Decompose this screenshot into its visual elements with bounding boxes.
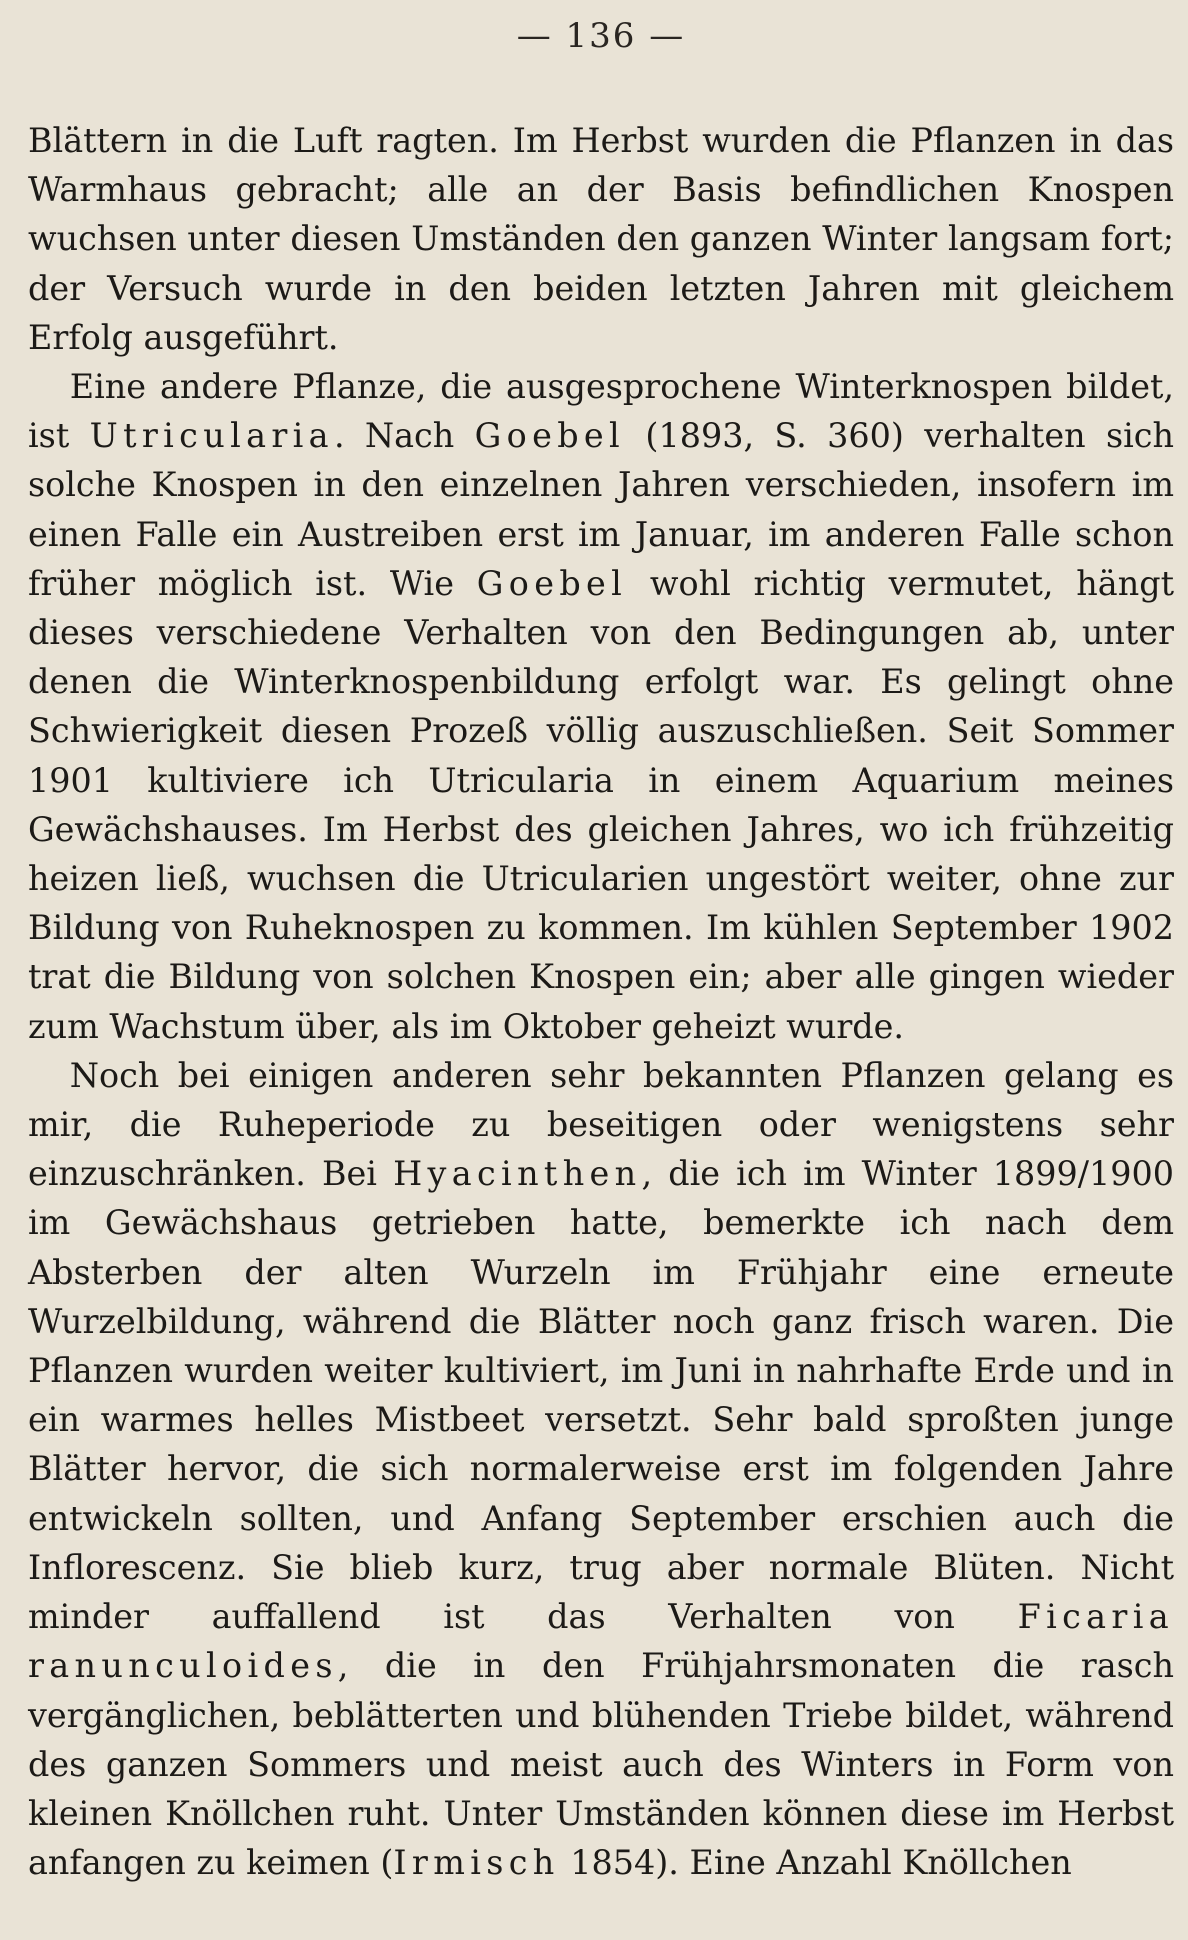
emphasized-name: Hyacinthen — [393, 1154, 642, 1194]
body-text — [28, 116, 1174, 1887]
text-segment: Noch bei einigen anderen sehr bekannten Pflanzen gelang es mir, die Ruheperiode zu beseitigen oder wenigstens sehr einzuschränken. Bei — [28, 1055, 1174, 1194]
text-segment: Eine andere Pflanze, die ausgesprochene Winterknospen bildet, ist — [28, 367, 1174, 456]
emphasized-name: Utricularia — [89, 416, 334, 456]
text-segment: (1893, S. 360) verhalten sich solche Knospen in den einzelnen Jahren verschieden, insofern im einen Falle ein Austreiben erst im Januar, im anderen Falle schon früher möglich ist. Wie — [28, 416, 1174, 603]
text-segment: 1854). Eine Anzahl Knöllchen — [559, 1843, 1072, 1883]
paragraph — [28, 362, 1174, 1051]
text-segment: , die in den Frühjahrsmonaten die rasch vergänglichen, beblätterten und blühenden Triebe bildet, während des ganzen Sommers und meist auch des Winters in Form von kleinen Knöllchen ruht. Unter Umständen können diese im Herbst anfangen zu keimen ( — [28, 1646, 1174, 1883]
text-segment: . Nach — [333, 416, 475, 456]
emphasized-name: Goebel — [474, 416, 626, 456]
text-segment: wohl richtig vermutet, hängt dieses verschiedene Verhalten von den Bedingungen ab, unter denen die Winterknospenbildung erfolgt war. Es gelingt ohne Schwierigkeit diesen Prozeß völlig auszuschließen. Seit Sommer 1901 kultiviere ich Utricularia in einem Aquarium meines Gewächshauses. Im Herbst des gleichen Jahres, wo ich frühzeitig heizen ließ, wuchsen die Utricularien ungestört weiter, ohne zur Bildung von Ruheknospen zu kommen. Im kühlen September 1902 trat die Bildung von solchen Knospen ein; aber alle gingen wieder zum Wachstum über, als im Oktober geheizt wurde. — [28, 563, 1174, 1046]
paragraph — [28, 1051, 1174, 1887]
text-segment: , die ich im Winter 1899/1900 im Gewächshaus getrieben hatte, bemerkte ich nach dem Absterben der alten Wurzeln im Frühjahr eine erneute Wurzelbildung, während die Blätter noch ganz frisch waren. Die Pflanzen wurden weiter kultiviert, im Juni in nahrhafte Erde und in ein warmes helles Mistbeet versetzt. Sehr bald sproßten junge Blätter hervor, die sich normalerweise erst im folgenden Jahre entwickeln sollten, und Anfang September erschien auch die Infloresсenz. Sie blieb kurz, trug aber normale Blüten. Nicht minder auffallend ist das Verhalten von — [28, 1154, 1175, 1637]
emphasized-name: Ficaria ranunculoides — [28, 1597, 1174, 1686]
emphasized-name: Irmisch — [393, 1843, 560, 1883]
page-number: — 136 — — [516, 16, 686, 56]
emphasized-name: Goebel — [476, 563, 628, 603]
paragraph — [28, 116, 1174, 362]
text-segment: Blättern in die Luft ragten. Im Herbst wurden die Pflanzen in das Warmhaus gebracht; alle an der Basis befindlichen Knospen wuchsen unter diesen Umständen den ganzen Winter langsam fort; der Versuch wurde in den beiden letzten Jahren mit gleichem Erfolg ausgeführt. — [28, 121, 1174, 357]
